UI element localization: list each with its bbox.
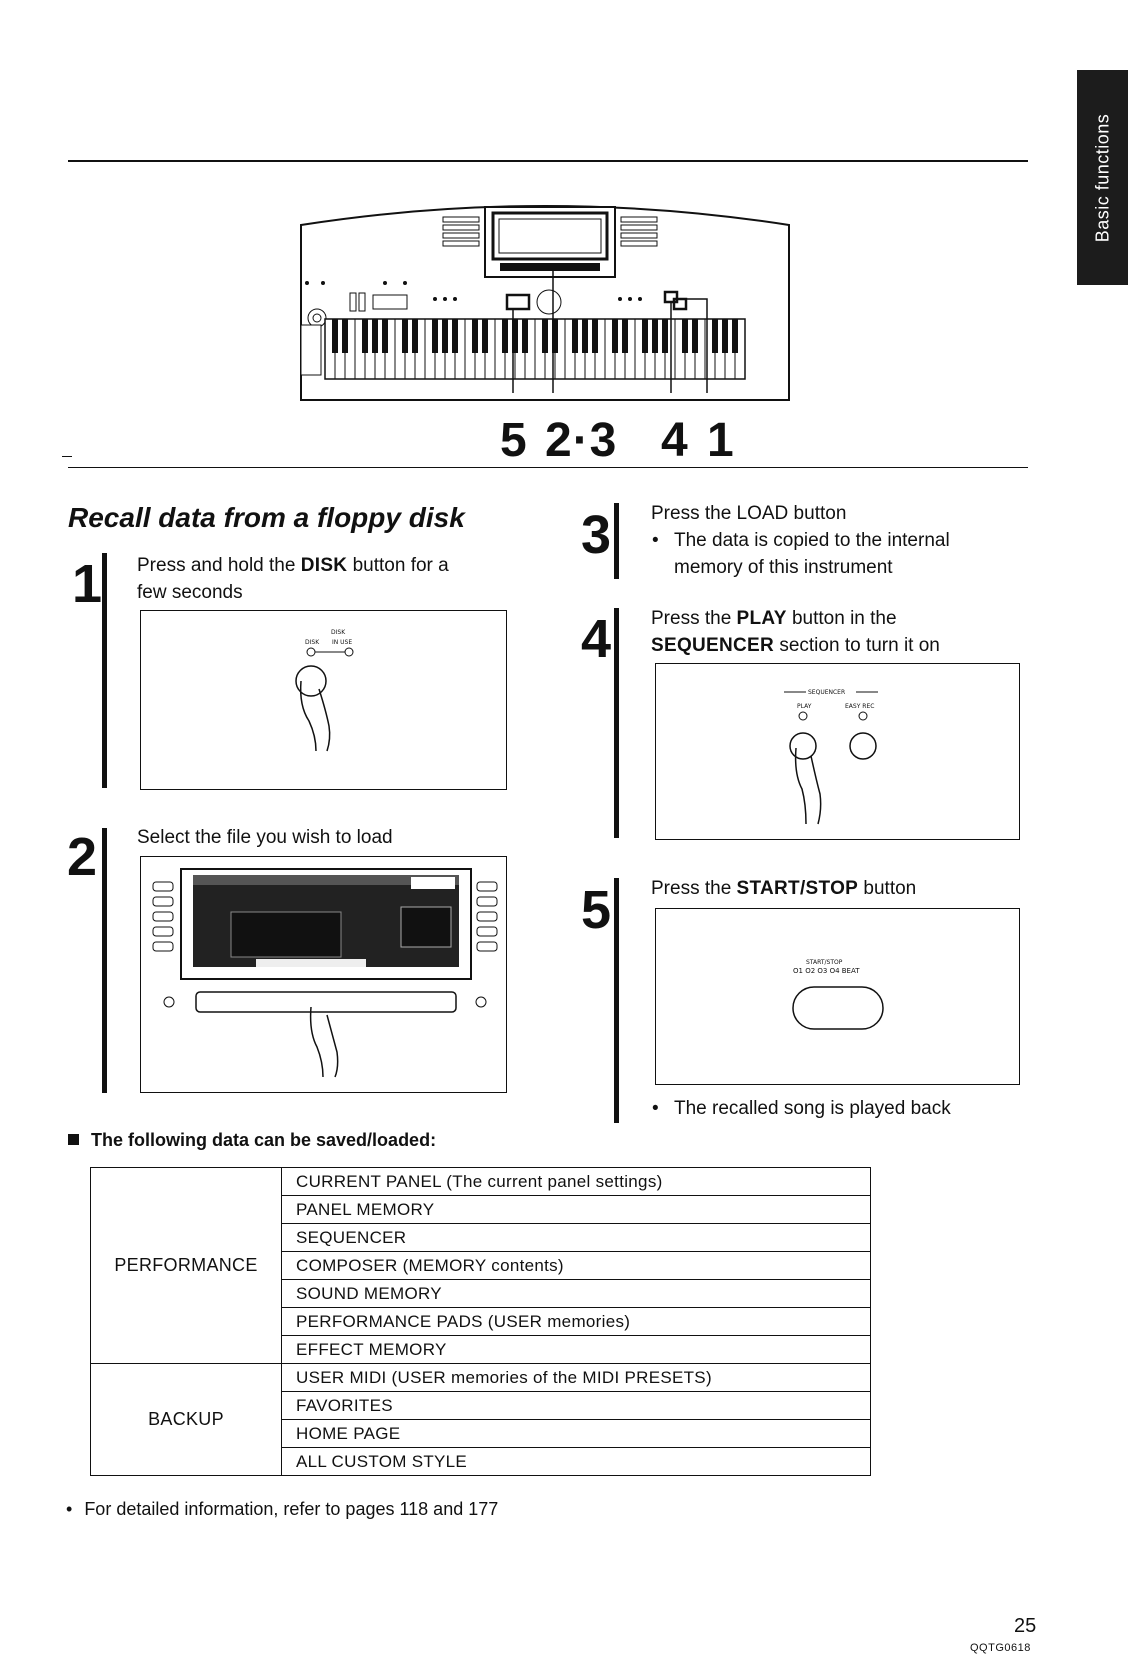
step-3-bullet: • The data is copied to the internal memory of this instrument — [652, 530, 950, 578]
step-5-bar — [614, 878, 619, 1123]
disk-button-illustration — [141, 611, 506, 789]
disk-label-left: DISK — [305, 639, 320, 646]
disk-label-top: DISK — [331, 629, 346, 636]
top-rule — [68, 160, 1028, 162]
sequencer-illustration — [656, 664, 1019, 839]
step-2-number: 2 — [67, 827, 98, 887]
play-label: PLAY — [797, 703, 812, 710]
table-cell: FAVORITES — [282, 1392, 871, 1420]
start-stop-figure — [655, 908, 1020, 1085]
footnote: • For detailed information, refer to pages 118 and 177 — [66, 1499, 499, 1519]
keyboard-illustration — [295, 195, 795, 415]
table-cell: SEQUENCER — [282, 1224, 871, 1252]
table-cell: CURRENT PANEL (The current panel settings) — [282, 1168, 871, 1196]
table-cell: PANEL MEMORY — [282, 1196, 871, 1224]
table-cell: EFFECT MEMORY — [282, 1336, 871, 1364]
step-5-number: 5 — [581, 880, 612, 940]
display-screen-illustration — [141, 857, 506, 1092]
table-row — [91, 1168, 871, 1196]
step-2-bar — [102, 828, 107, 1093]
section-heading: Recall data from a floppy disk — [68, 502, 465, 533]
easy-rec-label: EASY REC — [845, 703, 875, 710]
callout-2-3: 2·3 — [545, 414, 618, 467]
step-4-bar — [614, 608, 619, 838]
beat-indicator-label: O1 O2 O3 O4 BEAT — [793, 967, 860, 975]
category-backup: BACKUP — [91, 1364, 282, 1476]
document-code: QQTG0618 — [970, 1642, 1031, 1654]
callout-1: 1 — [707, 414, 735, 467]
table-cell: SOUND MEMORY — [282, 1280, 871, 1308]
step-4-number: 4 — [581, 609, 612, 669]
callout-5: 5 — [500, 414, 528, 467]
square-bullet-icon — [68, 1134, 79, 1145]
step-5-bullet: • The recalled song is played back — [652, 1098, 951, 1119]
step-1-number: 1 — [72, 554, 103, 614]
small-dash — [62, 456, 72, 457]
step-1-text: Press and hold the DISK button for a few seconds — [137, 555, 449, 603]
table-cell: COMPOSER (MEMORY contents) — [282, 1252, 871, 1280]
step-1-bar — [102, 553, 107, 788]
table-cell: USER MIDI (USER memories of the MIDI PRESETS) — [282, 1364, 871, 1392]
table-cell: PERFORMANCE PADS (USER memories) — [282, 1308, 871, 1336]
table-cell: HOME PAGE — [282, 1420, 871, 1448]
start-stop-label: START/STOP — [806, 959, 843, 966]
disk-label-right: IN USE — [332, 639, 353, 646]
section-side-tab — [1077, 70, 1128, 285]
sequencer-figure — [655, 663, 1020, 840]
step-3-text: Press the LOAD button — [651, 503, 847, 524]
step-2-text: Select the file you wish to load — [137, 827, 393, 848]
step-5-text: Press the START/STOP button — [651, 878, 917, 899]
page-number: 25 — [1014, 1615, 1037, 1637]
sequencer-group-label: SEQUENCER — [808, 689, 846, 696]
save-load-table — [90, 1167, 871, 1476]
callout-4: 4 — [661, 414, 689, 467]
side-tab-label: Basic functions — [1092, 113, 1112, 242]
file-select-figure — [140, 856, 507, 1093]
step-4-text: Press the PLAY button in the SEQUENCER section to turn it on — [651, 608, 940, 656]
category-performance: PERFORMANCE — [91, 1168, 282, 1364]
disk-button-figure — [140, 610, 507, 790]
step-3-bar — [614, 503, 619, 579]
step-3-number: 3 — [581, 505, 612, 565]
table-row — [91, 1364, 871, 1392]
start-stop-illustration — [656, 909, 1019, 1084]
table-title: The following data can be saved/loaded: — [68, 1130, 436, 1151]
table-cell: ALL CUSTOM STYLE — [282, 1448, 871, 1476]
